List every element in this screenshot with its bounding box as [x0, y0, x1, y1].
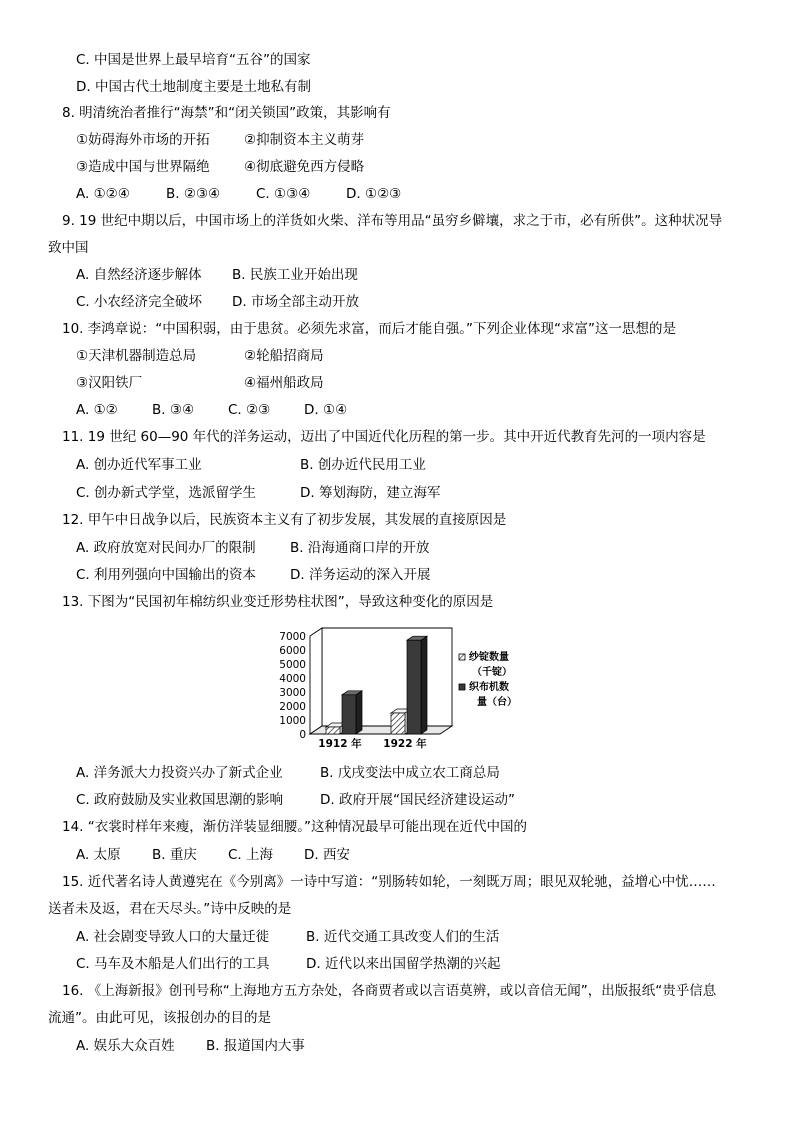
- q13-option-a: A. 洋务派大力投资兴办了新式企业: [76, 765, 283, 781]
- q8-item-2: ②抑制资本主义萌芽: [244, 132, 365, 148]
- legend-swatch-spindle: [459, 654, 465, 660]
- q11-stem: 11. 19 世纪 60—90 年代的洋务运动，迈出了中国近代化历程的第一步。其中开近代教育先河的一项内容是: [62, 429, 706, 445]
- q7-option-c: C. 中国是世界上最早培育“五谷”的国家: [76, 52, 311, 68]
- q12-option-a: A. 政府放宽对民间办厂的限制: [76, 540, 256, 556]
- x-tick-1: 1922 年: [383, 738, 427, 750]
- chart-y-axis: [279, 631, 306, 741]
- q12-stem: 12. 甲午中日战争以后，民族资本主义有了初步发展，其发展的直接原因是: [62, 512, 507, 528]
- y-tick-1000: 1000: [279, 715, 306, 727]
- x-tick-0: 1912 年: [318, 738, 362, 750]
- q11-option-b: B. 创办近代民用工业: [300, 457, 426, 473]
- q12-option-b: B. 沿海通商口岸的开放: [290, 540, 430, 556]
- q9-option-a: A. 自然经济逐步解体: [76, 267, 202, 283]
- q8-option-b: B. ②③④: [166, 186, 221, 202]
- bar-side-1-0: [356, 691, 362, 734]
- bar-1-0: [342, 695, 356, 734]
- q13-option-d: D. 政府开展“国民经济建设运动”: [320, 792, 515, 808]
- q15-stem-line1: 15. 近代著名诗人黄遵宪在《今别离》一诗中写道：“别肠转如轮，一刻既万周；眼见双轮驰，益增心中忧……: [62, 874, 716, 890]
- bar-0-1: [391, 713, 405, 734]
- q8-option-d: D. ①②③: [346, 186, 402, 202]
- q16-stem-line1: 16. 《上海新报》创刊号称“上海地方五方杂处，各商贾者或以言语莫辨，或以音信无闻”，出版报纸“贵乎信息: [62, 983, 717, 999]
- q8-item-1: ①妨碍海外市场的开拓: [76, 132, 210, 148]
- q10-option-d: D. ①④: [304, 402, 348, 418]
- q7-option-d: D. 中国古代土地制度主要是土地私有制: [76, 79, 311, 95]
- q8-item-4: ④彻底避免西方侵略: [244, 159, 365, 175]
- q12-option-c: C. 利用列强向中国输出的资本: [76, 567, 257, 583]
- y-tick-7000: 7000: [279, 631, 306, 643]
- q11-option-c: C. 创办新式学堂，选派留学生: [76, 485, 257, 501]
- y-tick-4000: 4000: [279, 673, 306, 685]
- chart-x-axis: [318, 737, 427, 750]
- q8-item-3: ③造成中国与世界隔绝: [76, 159, 210, 175]
- q15-option-d: D. 近代以来出国留学热潮的兴起: [306, 956, 501, 972]
- q10-item-2: ②轮船招商局: [244, 348, 324, 364]
- bar-side-1-1: [421, 636, 427, 734]
- q15-option-b: B. 近代交通工具改变人们的生活: [306, 929, 500, 945]
- legend-label-loom-2: 量（台）: [477, 697, 517, 708]
- q9-option-c: C. 小农经济完全破坏: [76, 294, 203, 310]
- cotton-industry-bar-chart: [262, 624, 532, 752]
- bar-1-1: [407, 640, 421, 734]
- y-tick-0: 0: [299, 729, 306, 741]
- q11-option-a: A. 创办近代军事工业: [76, 457, 202, 473]
- q16-option-b: B. 报道国内大事: [206, 1038, 305, 1054]
- q14-stem: 14. “衣裳时样年来瘦，渐仿洋装显细腰。”这种情况最早可能出现在近代中国的: [62, 819, 527, 835]
- chart-legend: [459, 650, 517, 708]
- q8-option-c: C. ①③④: [256, 186, 311, 202]
- y-tick-6000: 6000: [279, 645, 306, 657]
- q15-option-a: A. 社会剧变导致人口的大量迁徙: [76, 929, 270, 945]
- q11-option-d: D. 筹划海防，建立海军: [300, 485, 441, 501]
- q8-stem: 8. 明清统治者推行“海禁”和“闭关锁国”政策，其影响有: [62, 105, 391, 121]
- q10-item-3: ③汉阳铁厂: [76, 375, 143, 391]
- q10-item-1: ①天津机器制造总局: [76, 348, 197, 364]
- q14-option-c: C. 上海: [228, 847, 274, 863]
- q16-option-a: A. 娱乐大众百姓: [76, 1038, 175, 1054]
- q15-option-c: C. 马车及木船是人们出行的工具: [76, 956, 270, 972]
- q14-option-a: A. 太原: [76, 847, 121, 863]
- legend-swatch-loom: [459, 684, 465, 690]
- q10-option-a: A. ①②: [76, 402, 118, 418]
- q8-option-a: A. ①②④: [76, 186, 130, 202]
- y-tick-3000: 3000: [279, 687, 306, 699]
- y-tick-2000: 2000: [279, 701, 306, 713]
- chart-frame: [310, 628, 452, 734]
- y-tick-5000: 5000: [279, 659, 306, 671]
- q10-item-4: ④福州船政局: [244, 375, 324, 391]
- q9-stem-line2: 致中国: [48, 240, 89, 256]
- q14-option-b: B. 重庆: [152, 847, 197, 863]
- legend-label-loom-1: 织布机数: [469, 682, 509, 693]
- q10-stem: 10. 李鸿章说：“中国积弱，由于患贫。必须先求富，而后才能自强。”下列企业体现“求富”这一思想的是: [62, 321, 676, 337]
- q9-option-b: B. 民族工业开始出现: [232, 267, 358, 283]
- q13-option-c: C. 政府鼓励及实业救国思潮的影响: [76, 792, 284, 808]
- q12-option-d: D. 洋务运动的深入开展: [290, 567, 431, 583]
- chart-side-wall: [310, 628, 322, 734]
- q16-stem-line2: 流通”。由此可见，该报创办的目的是: [48, 1010, 271, 1026]
- q9-option-d: D. 市场全部主动开放: [232, 294, 359, 310]
- legend-label-spindle-1: 纱锭数量: [469, 652, 509, 663]
- q10-option-c: C. ②③: [228, 402, 271, 418]
- q15-stem-line2: 送者未及返，君在天尽头。”诗中反映的是: [48, 901, 292, 917]
- q10-option-b: B. ③④: [152, 402, 195, 418]
- q13-stem: 13. 下图为“民国初年棉纺织业变迁形势柱状图”，导致这种变化的原因是: [62, 594, 494, 610]
- bar-0-0: [326, 727, 340, 734]
- q14-option-d: D. 西安: [304, 847, 350, 863]
- chart-back-wall: [322, 628, 452, 726]
- q13-option-b: B. 戊戌变法中成立农工商总局: [320, 765, 500, 781]
- legend-label-spindle-2: （千锭）: [472, 667, 512, 678]
- q9-stem-line1: 9. 19 世纪中期以后，中国市场上的洋货如火柴、洋布等用品“虽穷乡僻壤，求之于市，必有所供”。这种状况导: [62, 213, 723, 229]
